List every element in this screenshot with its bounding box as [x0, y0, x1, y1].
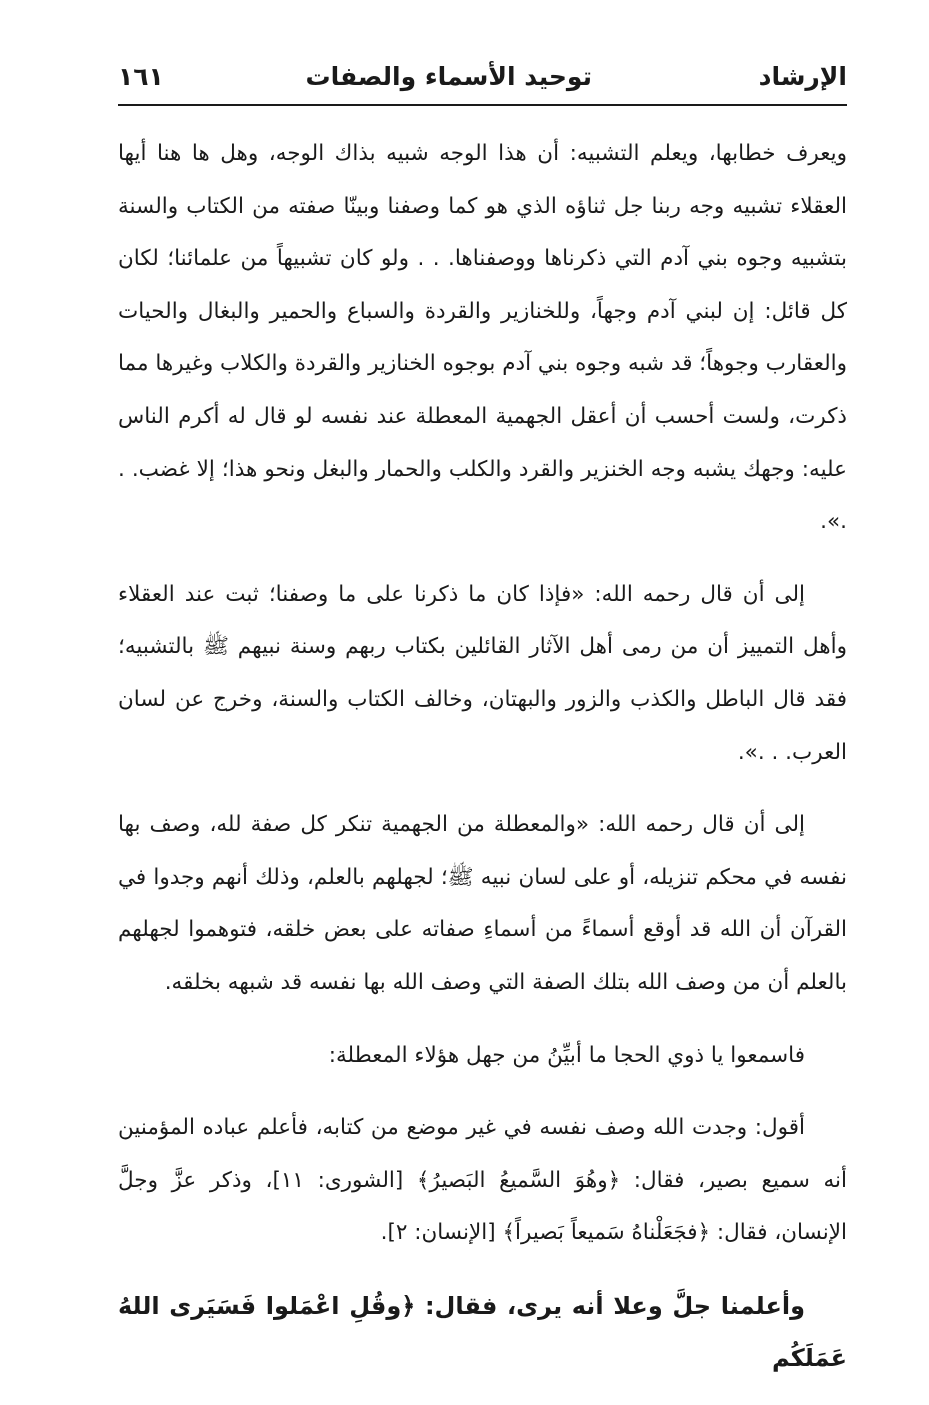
page-header	[118, 58, 847, 106]
running-chapter-title: توحيد الأسماء والصفات	[305, 62, 592, 91]
paragraph-3: إلى أن قال رحمه الله: «والمعطلة من الجهمية تنكر كل صفة لله، وصف بها نفسه في محكم تنزيله، أو على لسان نبيه ﷺ؛ لجهلهم بالعلم، وذلك أنهم وجدوا في القرآن أن الله قد أوقع أسماءً من أسماءِ صفاته على بعض خلقه، فتوهموا لجهلهم بالعلم أن من وصف الله بتلك الصفة التي وصف الله بها نفسه قد شبهه بخلقه.	[118, 812, 847, 995]
paragraph-6: وأعلمنا جلَّ وعلا أنه يرى، فقال: ﴿وقُلِ اعْمَلوا فَسَيَرى اللهُ عَمَلَكُم	[118, 1291, 847, 1373]
page-number: ١٦١	[118, 62, 164, 91]
running-book-title: الإرشاد	[758, 62, 847, 91]
paragraph-5: أقول: وجدت الله وصف نفسه في غير موضع من كتابه، فأعلم عباده المؤمنين أنه سميع بصير، فقال: ﴿وهُوَ السَّميعُ البَصيرُ﴾ [الشورى: ١١]، وذكر عزَّ وجلَّ الإنسان، فقال: ﴿فجَعَلْناهُ سَميعاً بَصيراً﴾ [الإنسان: ٢].	[118, 1115, 847, 1246]
page-body	[118, 128, 847, 1405]
paragraph-2: إلى أن قال رحمه الله: «فإذا كان ما ذكرنا على ما وصفنا؛ ثبت عند العقلاء وأهل التمييز أن من رمى أهل الآثار القائلين بكتاب ربهم وسنة نبيهم ﷺ بالتشبيه؛ فقد قال الباطل والكذب والزور والبهتان، وخالف الكتاب والسنة، وخرج عن لسان العرب. . .».	[118, 581, 847, 765]
paragraph-1: ويعرف خطابها، ويعلم التشبيه: أن هذا الوجه شبيه بذاك الوجه، وهل ها هنا أيها العقلاء تشبيه وجه ربنا جل ثناؤه الذي هو كما وصفنا وبينّا صفته من الكتاب والسنة بتشبيه وجوه بني آدم التي ذكرناها ووصفناها. . . ولو كان تشبيهاً من علمائنا؛ لكان كل قائل: إن لبني آدم وجهاً، وللخنازير والقردة والسباع والحمير والبغال والحيات والعقارب وجوهاً؛ قد شبه وجوه بني آدم بوجوه الخنازير والقردة والكلاب وغيرها مما ذكرت، ولست أحسب أن أعقل الجهمية المعطلة عند نفسه لو قال له أكرم الناس عليه: وجهك يشبه وجه الخنزير والقرد والكلب والحمار والبغل ونحو هذا؛ إلا غضب. . .».	[118, 141, 847, 535]
paragraph-4: فاسمعوا يا ذوي الحجا ما أبيِّنُ من جهل هؤلاء المعطلة:	[328, 1042, 805, 1068]
